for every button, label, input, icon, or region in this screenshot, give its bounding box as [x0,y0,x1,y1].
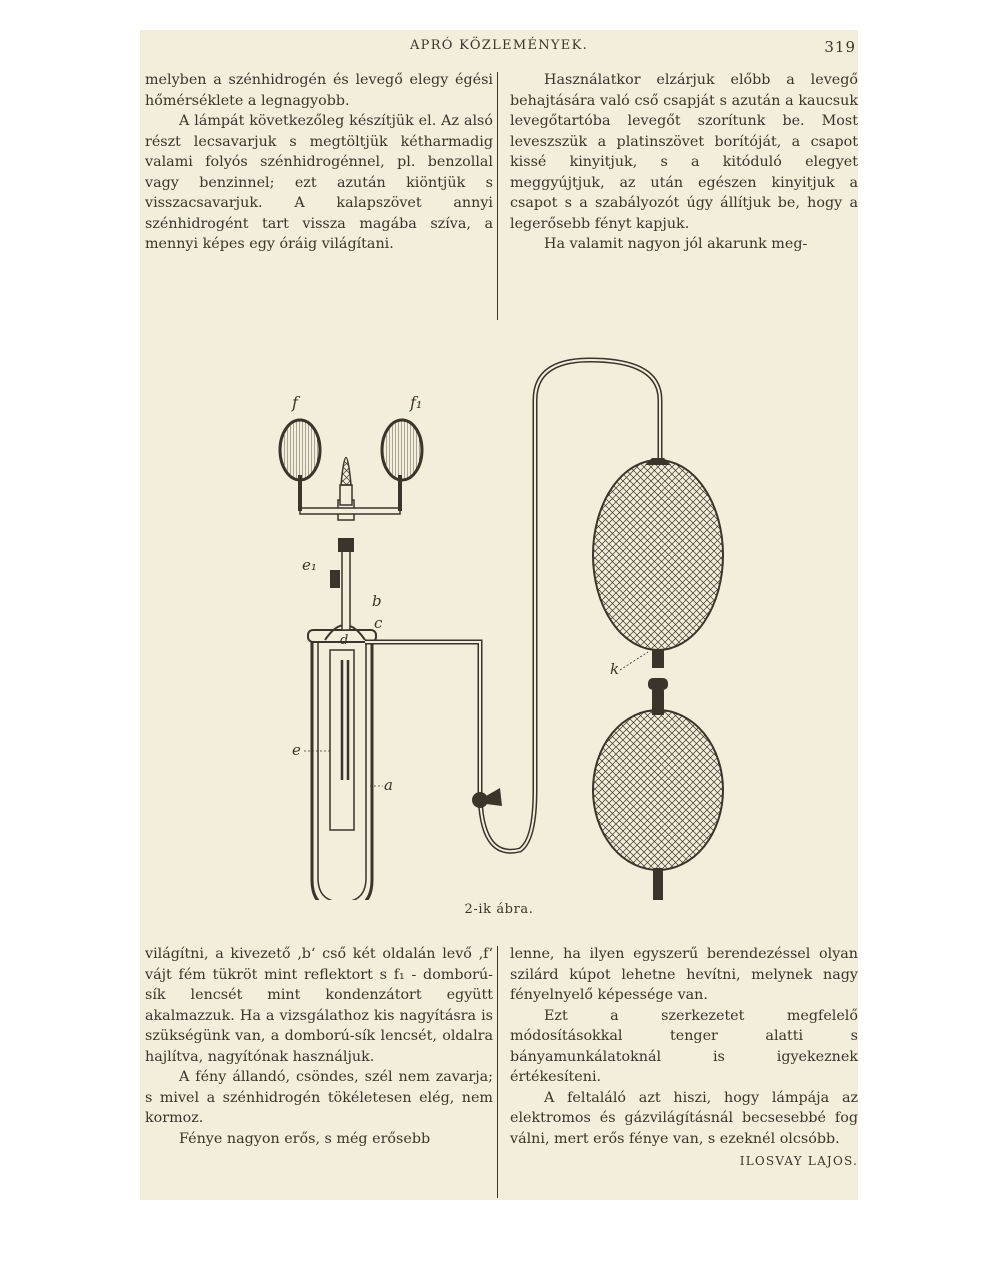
lamp-vessel [308,625,376,900]
label-k: k [610,660,620,678]
figure-caption: 2-ik ábra. [464,902,534,917]
burner-assembly [300,458,400,631]
air-bag-lower [593,710,723,900]
paragraph: Használatkor elzárjuk előbb a levegő behajtására való cső csapját s azután a kaucsuk levegőtartóba levegőt szorítunk be. Most leveszszük a platinszövet borítóját, a csapot kissé kinyitjuk, s a kitóduló elegyet meggyújtjuk, az után egészen kinyitjuk a csapot s a szabályozót úgy állítjuk be, hogy a legerősebb fényt kapjuk. [510,72,858,232]
column-rule [497,946,498,1198]
right-column-top [510,70,858,255]
label-b: b [372,592,382,610]
label-c: c [374,614,383,632]
label-f1: f₁ [410,393,423,412]
reflector-mirror [280,420,320,480]
paragraph: melyben a szénhidrogén és levegő elegy égési hőmérséklete a legnagyobb. [145,72,493,109]
label-a: a [384,776,393,794]
paragraph: Ezt a szerkezetet megfelelő módosításokkal tenger alatti s bányamunkálatoknál is igyekeznek értékesíteni. [510,1007,858,1085]
journal-page [140,30,858,1200]
label-d: d [340,633,349,648]
paragraph: lenne, ha ilyen egyszerű berendezéssel olyan szilárd kúpot lehetne hevítni, melynek nagy fényelnyelő képessége van. [510,946,858,1003]
label-e1: e₁ [302,556,317,574]
connector [652,650,664,668]
label-e: e [292,741,301,759]
paragraph: A feltaláló azt hiszi, hogy lámpája az elektromos és gázvilágításnál becsesebbé fog válni, mert erős fénye van, s ezeknél olcsóbb. [510,1089,858,1147]
air-bag-upper [593,458,723,650]
left-column-bottom [145,944,493,1149]
condenser-lens [382,420,422,480]
paragraph: A lámpát következőleg készítjük el. Az alsó részt lecsavarjuk s megtöltjük kétharmadig valami folyós szénhidrogénnel, pl. benzollal vagy benzinnel; ezt azután kiöntjük s visszacsavarjuk. A kalapszövet annyi szénhidrogént tart vissza magába szíva, a mennyi képes egy óráig világítani. [145,113,493,252]
paragraph: világítni, a kivezető ‚b‘ cső két oldalán levő ‚f‘ vájt fém tükröt mint reflektort s f₁ - domború-sík lencsét mint kondenzátort együtt akalmazzuk. Ha a vizsgálathoz kis nagyításra is szükségünk van, a domború-sík lencsét, oldalra hajlítva, nagyítónak használjuk. [145,946,493,1065]
paragraph: A fény állandó, csöndes, szél nem zavarja; s mivel a szénhidrogén tökéletesen elég, nem kormoz. [145,1069,493,1126]
label-f: f [292,393,298,412]
page-number: 319 [824,38,856,56]
paragraph: Fénye nagyon erős, s még erősebb [179,1130,431,1147]
paragraph: Ha valamit nagyon jól akarunk meg- [544,236,808,252]
author-signature: ILOSVAY LAJOS. [739,1154,858,1168]
left-column-top [145,70,493,255]
right-column-bottom [510,944,858,1172]
apparatus-figure [140,320,858,900]
running-title: APRÓ KÖZLEMÉNYEK. [409,38,589,53]
connector [648,678,668,690]
column-rule [497,72,498,320]
tap-valve [472,788,502,808]
page-header [140,38,858,60]
